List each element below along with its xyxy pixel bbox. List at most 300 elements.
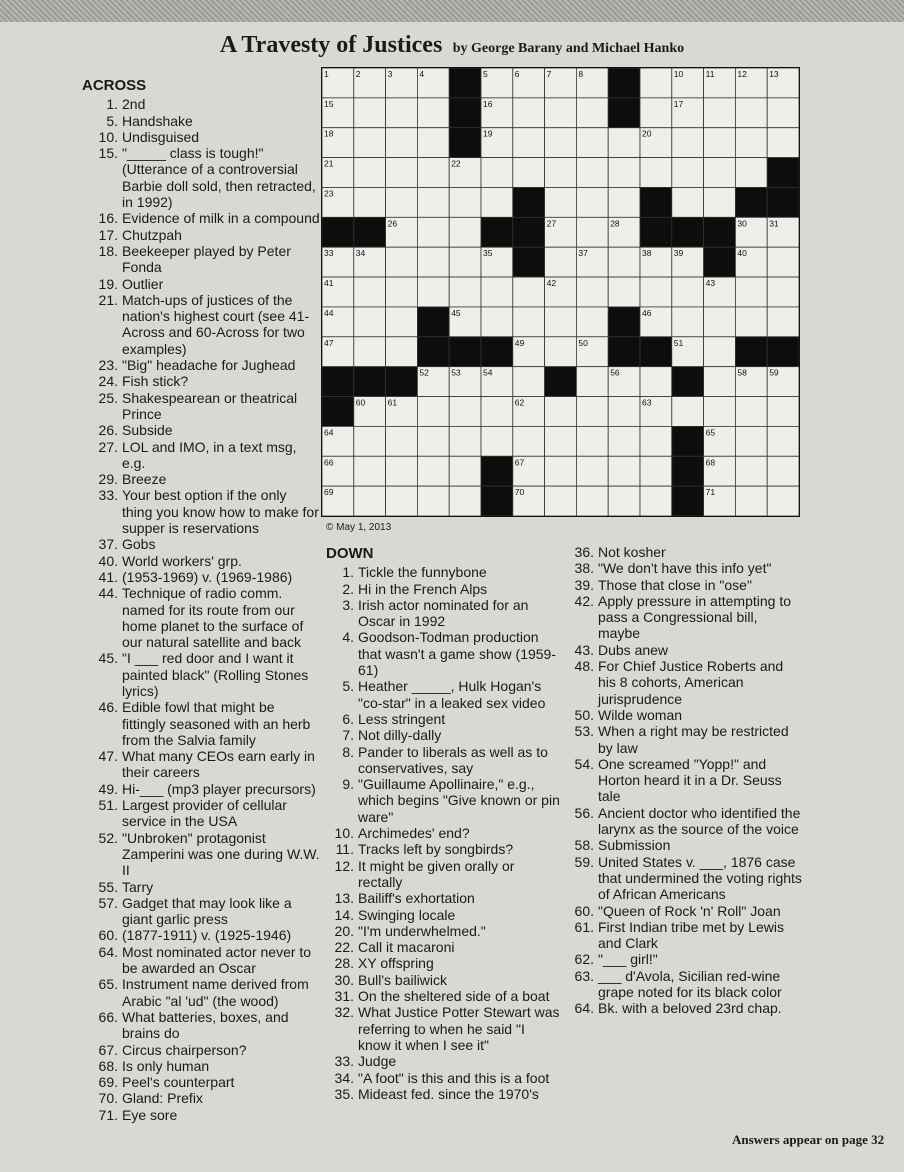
copyright-notice: © May 1, 2013 — [326, 522, 392, 533]
clue-item — [326, 727, 560, 743]
grid-cell[interactable] — [513, 426, 545, 456]
cell-number: 25 — [642, 188, 652, 199]
down-clues-column-2 — [566, 544, 802, 1017]
grid-cell[interactable] — [417, 247, 449, 277]
grid-cell[interactable] — [576, 187, 608, 217]
clue-text: United States v. ___, 1876 case that undermined the voting rights of African Americans — [598, 853, 802, 903]
grid-cell[interactable] — [545, 128, 577, 158]
grid-cell[interactable] — [449, 187, 481, 217]
clue-text: Hi in the French Alps — [358, 580, 488, 597]
clue-number: 13. — [334, 890, 354, 907]
clue-text: "We don't have this info yet" — [598, 560, 772, 577]
grid-cell[interactable] — [704, 187, 736, 217]
cell-number: 36 — [514, 248, 525, 259]
clue-text: Irish actor nominated for an Oscar in 1992 — [358, 596, 529, 630]
grid-cell[interactable] — [513, 158, 545, 188]
cell-number: 53 — [451, 367, 461, 378]
clue-number: 29. — [98, 471, 118, 488]
grid-cell[interactable] — [545, 397, 577, 427]
crossword-grid-svg[interactable] — [322, 68, 799, 516]
grid-cell[interactable] — [417, 158, 449, 188]
grid-cell[interactable] — [513, 128, 545, 158]
grid-cell[interactable] — [576, 98, 608, 128]
clue-text: Mideast fed. since the 1970's — [358, 1085, 539, 1102]
clue-number: 19. — [98, 275, 118, 292]
clue-number: 33. — [334, 1053, 354, 1070]
cell-number: 35 — [483, 248, 493, 259]
grid-cell[interactable] — [449, 217, 481, 247]
grid-cell[interactable] — [640, 426, 672, 456]
crossword-grid[interactable] — [321, 67, 800, 517]
grid-cell[interactable] — [449, 277, 481, 307]
across-clue-list — [82, 96, 320, 1123]
grid-cell[interactable] — [704, 158, 736, 188]
grid-cell[interactable] — [704, 397, 736, 427]
grid-cell[interactable] — [481, 277, 513, 307]
clue-number: 43. — [574, 641, 594, 658]
clue-item — [326, 711, 560, 727]
grid-cell[interactable] — [672, 277, 704, 307]
top-texture-bar — [0, 0, 904, 22]
grid-cell[interactable] — [449, 397, 481, 427]
clue-item — [326, 1070, 560, 1086]
clue-number: 62. — [574, 951, 594, 968]
cell-number: 8 — [578, 69, 584, 79]
cell-number: 30 — [737, 218, 747, 229]
grid-cell[interactable] — [417, 277, 449, 307]
grid-cell[interactable] — [608, 426, 640, 456]
grid-cell[interactable] — [672, 397, 704, 427]
grid-cell[interactable] — [417, 486, 449, 516]
clue-item — [566, 642, 802, 658]
clue-number: 35. — [334, 1085, 354, 1102]
grid-cell[interactable] — [386, 456, 418, 486]
clue-item — [566, 544, 802, 560]
grid-cell[interactable] — [417, 217, 449, 247]
grid-block — [322, 217, 354, 247]
clue-text: What batteries, boxes, and brains do — [122, 1008, 289, 1042]
grid-cell[interactable] — [640, 486, 672, 516]
clue-text: First Indian tribe met by Lewis and Clark — [598, 918, 784, 952]
grid-cell[interactable] — [449, 486, 481, 516]
grid-cell[interactable] — [386, 128, 418, 158]
grid-cell[interactable] — [386, 98, 418, 128]
grid-cell[interactable] — [386, 426, 418, 456]
grid-cell[interactable] — [354, 486, 386, 516]
clue-number: 24. — [98, 373, 118, 390]
clue-text: "Queen of Rock 'n' Roll" Joan — [598, 902, 781, 919]
clue-number: 60. — [98, 927, 118, 944]
clue-item — [326, 988, 560, 1004]
grid-cell[interactable] — [386, 158, 418, 188]
grid-cell[interactable] — [767, 456, 799, 486]
clue-item — [82, 797, 320, 830]
cell-number: 59 — [769, 367, 779, 378]
grid-cell[interactable] — [735, 277, 767, 307]
clue-item — [82, 96, 320, 112]
cell-number: 66 — [324, 457, 334, 468]
grid-cell[interactable] — [545, 247, 577, 277]
clue-text: Beekeeper played by Peter Fonda — [122, 242, 291, 276]
grid-cell[interactable] — [417, 397, 449, 427]
grid-cell[interactable] — [767, 397, 799, 427]
grid-cell[interactable] — [513, 367, 545, 397]
clue-item — [82, 1042, 320, 1058]
clue-text: Bull's bailiwick — [358, 971, 448, 988]
clue-item — [326, 841, 560, 857]
clue-text: Gland: Prefix — [122, 1090, 203, 1107]
grid-cell[interactable] — [672, 128, 704, 158]
grid-cell[interactable] — [449, 247, 481, 277]
grid-cell[interactable] — [386, 486, 418, 516]
clue-text: Is only human — [122, 1057, 210, 1074]
cell-number: 64 — [324, 427, 334, 438]
grid-cell[interactable] — [640, 456, 672, 486]
grid-cell[interactable] — [417, 426, 449, 456]
clue-number: 63. — [574, 967, 594, 984]
grid-cell[interactable] — [608, 187, 640, 217]
clue-number: 42. — [574, 592, 594, 609]
grid-cell[interactable] — [735, 397, 767, 427]
grid-block — [735, 337, 767, 367]
cell-number: 42 — [546, 278, 557, 289]
cell-number: 50 — [578, 337, 588, 348]
clue-text: Less stringent — [358, 710, 446, 727]
cell-number: 54 — [483, 367, 493, 378]
grid-cell[interactable] — [449, 426, 481, 456]
clue-item — [326, 629, 560, 678]
clue-number: 56. — [574, 804, 594, 821]
cell-number: 47 — [324, 337, 334, 348]
grid-cell[interactable] — [481, 187, 513, 217]
clue-number: 53. — [574, 723, 594, 740]
grid-block — [322, 397, 354, 427]
grid-cell[interactable] — [608, 486, 640, 516]
clue-number: 48. — [574, 658, 594, 675]
grid-cell[interactable] — [545, 456, 577, 486]
cell-number: 5 — [483, 69, 488, 79]
grid-cell[interactable] — [545, 307, 577, 337]
grid-cell[interactable] — [735, 486, 767, 516]
clue-text: Dubs anew — [598, 641, 669, 658]
clue-text: Instrument name derived from Arabic "al 'ud" (the wood) — [122, 976, 309, 1009]
grid-cell[interactable] — [481, 397, 513, 427]
grid-cell[interactable] — [354, 98, 386, 128]
clue-text: Not kosher — [598, 544, 666, 560]
clue-number: 55. — [98, 878, 118, 895]
grid-cell[interactable] — [735, 98, 767, 128]
grid-block — [354, 217, 386, 247]
grid-cell[interactable] — [704, 367, 736, 397]
cell-number: 56 — [610, 367, 620, 378]
clue-text: Outlier — [122, 275, 164, 292]
clue-number: 1. — [106, 96, 118, 113]
clue-text: "A foot" is this and this is a foot — [358, 1069, 550, 1086]
clue-item — [82, 536, 320, 552]
clue-text: It might be given orally or rectally — [358, 857, 515, 890]
grid-cell[interactable] — [417, 456, 449, 486]
clue-text: Apply pressure in attempting to pass a Congressional bill, maybe — [598, 592, 791, 642]
grid-cell[interactable] — [608, 397, 640, 427]
grid-cell[interactable] — [354, 307, 386, 337]
clue-text: XY offspring — [358, 955, 434, 972]
cell-number: 7 — [546, 69, 552, 79]
grid-cell[interactable] — [767, 98, 799, 128]
grid-block — [767, 337, 799, 367]
cell-number: 15 — [324, 98, 334, 109]
down-heading: DOWN — [326, 545, 374, 562]
grid-cell[interactable] — [672, 187, 704, 217]
grid-cell[interactable] — [354, 426, 386, 456]
grid-block — [608, 307, 640, 337]
clue-text: Your best option if the only thing you know how to make for supper is reservations — [122, 487, 319, 537]
down-clue-list-2 — [566, 544, 802, 1017]
puzzle-byline: by George Barany and Michael Hanko — [452, 41, 685, 56]
clue-number: 36. — [574, 544, 594, 560]
clue-number: 40. — [98, 552, 118, 569]
grid-cell[interactable] — [735, 128, 767, 158]
grid-cell[interactable] — [354, 277, 386, 307]
grid-cell[interactable] — [354, 128, 386, 158]
grid-cell[interactable] — [481, 158, 513, 188]
cell-number: 46 — [642, 307, 652, 318]
clue-text: Tickle the funnybone — [358, 564, 487, 581]
cell-number: 27 — [546, 218, 557, 229]
grid-cell[interactable] — [513, 307, 545, 337]
puzzle-title: A Travesty of Justices — [219, 32, 443, 58]
clue-number: 64. — [98, 943, 118, 960]
grid-cell[interactable] — [545, 187, 577, 217]
cell-number: 48 — [419, 337, 429, 348]
clue-item — [82, 748, 320, 781]
grid-cell[interactable] — [386, 187, 418, 217]
clue-text: Gadget that may look like a giant garlic press — [122, 894, 292, 928]
cell-number: 49 — [514, 337, 525, 348]
cell-number: 41 — [324, 278, 334, 289]
clue-item — [82, 487, 320, 536]
clue-item — [82, 1090, 320, 1106]
grid-block — [417, 307, 449, 337]
grid-cell[interactable] — [545, 426, 577, 456]
clue-number: 46. — [98, 699, 118, 716]
clue-text: World workers' grp. — [122, 552, 242, 569]
grid-cell[interactable] — [386, 277, 418, 307]
grid-cell[interactable] — [354, 187, 386, 217]
grid-cell[interactable] — [672, 307, 704, 337]
clue-text: Hi-___ (mp3 player precursors) — [122, 780, 316, 797]
grid-cell[interactable] — [767, 247, 799, 277]
clue-item — [566, 903, 802, 919]
grid-cell[interactable] — [735, 158, 767, 188]
grid-cell[interactable] — [608, 456, 640, 486]
clue-text: Tarry — [122, 878, 154, 895]
clue-number: 18. — [98, 242, 118, 259]
grid-cell[interactable] — [704, 337, 736, 367]
clue-text: Subside — [122, 422, 173, 439]
grid-cell[interactable] — [481, 426, 513, 456]
clue-item — [326, 939, 560, 955]
grid-cell[interactable] — [735, 426, 767, 456]
grid-cell[interactable] — [545, 337, 577, 367]
grid-cell[interactable] — [735, 307, 767, 337]
clue-text: (1953-1969) v. (1969-1986) — [122, 568, 293, 585]
clue-number: 47. — [98, 748, 118, 765]
grid-cell[interactable] — [576, 486, 608, 516]
clue-number: 59. — [574, 853, 594, 870]
clue-item — [82, 927, 320, 943]
cell-number: 31 — [769, 218, 779, 229]
clue-item — [82, 357, 320, 373]
clue-number: 71. — [98, 1106, 118, 1123]
clue-text: One screamed "Yopp!" and Horton heard it in a Dr. Seuss tale — [598, 755, 782, 805]
clue-item — [82, 1107, 320, 1123]
clue-text: Pander to liberals as well as to conservatives, say — [358, 743, 548, 776]
grid-cell[interactable] — [576, 307, 608, 337]
grid-cell[interactable] — [640, 277, 672, 307]
grid-cell[interactable] — [513, 98, 545, 128]
grid-cell[interactable] — [640, 68, 672, 98]
grid-cell[interactable] — [767, 486, 799, 516]
grid-cell[interactable] — [354, 337, 386, 367]
clue-text: Fish stick? — [122, 373, 189, 390]
cell-number: 19 — [483, 128, 493, 139]
grid-block — [386, 367, 418, 397]
grid-cell[interactable] — [640, 158, 672, 188]
grid-cell[interactable] — [576, 217, 608, 247]
clue-item — [566, 723, 802, 756]
grid-cell[interactable] — [672, 158, 704, 188]
clue-number: 14. — [334, 906, 354, 923]
clue-item — [82, 944, 320, 977]
cell-number: 29 — [705, 218, 716, 229]
grid-cell[interactable] — [576, 158, 608, 188]
grid-cell[interactable] — [704, 128, 736, 158]
clue-number: 5. — [342, 678, 354, 695]
cell-number: 69 — [324, 487, 334, 498]
clue-item — [566, 658, 802, 707]
grid-cell[interactable] — [576, 277, 608, 307]
grid-cell[interactable] — [354, 456, 386, 486]
cell-number: 33 — [324, 248, 334, 259]
clue-item — [566, 951, 802, 967]
clue-number: 44. — [98, 585, 118, 602]
grid-cell[interactable] — [576, 367, 608, 397]
clue-number: 57. — [98, 894, 118, 911]
clue-text: Shakespearean or theatrical Prince — [122, 389, 298, 422]
grid-cell[interactable] — [735, 456, 767, 486]
grid-cell[interactable] — [417, 187, 449, 217]
grid-cell[interactable] — [545, 158, 577, 188]
clue-number: 51. — [98, 797, 118, 814]
clue-item — [326, 955, 560, 971]
clue-item — [82, 276, 320, 292]
grid-cell[interactable] — [513, 277, 545, 307]
grid-cell[interactable] — [545, 98, 577, 128]
cell-number: 1 — [324, 69, 329, 79]
grid-cell[interactable] — [576, 128, 608, 158]
grid-cell[interactable] — [386, 307, 418, 337]
clue-item — [82, 650, 320, 699]
grid-cell[interactable] — [386, 337, 418, 367]
grid-block — [767, 187, 799, 217]
clue-text: Gobs — [122, 536, 156, 553]
grid-cell[interactable] — [576, 397, 608, 427]
clue-item — [566, 919, 802, 952]
grid-cell[interactable] — [608, 277, 640, 307]
clue-number: 70. — [98, 1090, 118, 1107]
clue-number: 5. — [106, 112, 118, 129]
clue-text: On the sheltered side of a boat — [358, 988, 550, 1005]
clue-item — [82, 422, 320, 438]
grid-cell[interactable] — [767, 426, 799, 456]
clue-item — [566, 1000, 802, 1016]
grid-cell[interactable] — [417, 128, 449, 158]
clue-number: 65. — [98, 976, 118, 993]
grid-cell[interactable] — [576, 426, 608, 456]
cell-number: 17 — [673, 98, 684, 109]
clue-text: Heather _____, Hulk Hogan's "co-star" in a leaked sex video — [358, 678, 546, 711]
clue-item — [82, 129, 320, 145]
clue-item — [82, 227, 320, 243]
clue-number: 50. — [574, 706, 594, 723]
clue-text: Goodson-Todman production that wasn't a game show (1959-61) — [358, 629, 557, 679]
grid-cell[interactable] — [767, 128, 799, 158]
grid-cell[interactable] — [386, 247, 418, 277]
cell-number: 45 — [451, 307, 461, 318]
clue-text: "_____ class is tough!" (Utterance of a controversial Barbie doll sold, then retracted, in 1992) — [122, 145, 316, 211]
grid-cell[interactable] — [704, 307, 736, 337]
cell-number: 16 — [483, 98, 493, 109]
clue-item — [326, 1086, 560, 1102]
clue-text: Peel's counterpart — [122, 1074, 235, 1091]
grid-block — [640, 217, 672, 247]
clue-text: Judge — [358, 1053, 397, 1070]
grid-cell[interactable] — [704, 98, 736, 128]
grid-cell[interactable] — [640, 367, 672, 397]
clue-item — [326, 678, 560, 711]
clue-number: 10. — [98, 128, 118, 145]
grid-cell[interactable] — [576, 456, 608, 486]
clue-number: 68. — [98, 1057, 118, 1074]
grid-cell[interactable] — [481, 307, 513, 337]
grid-cell[interactable] — [767, 307, 799, 337]
grid-cell[interactable] — [545, 486, 577, 516]
clue-item — [566, 560, 802, 576]
grid-cell[interactable] — [417, 98, 449, 128]
clue-text: Tracks left by songbirds? — [358, 841, 514, 858]
grid-cell[interactable] — [449, 456, 481, 486]
clue-number: 60. — [574, 902, 594, 919]
clue-number: 2. — [342, 580, 354, 597]
grid-cell[interactable] — [767, 277, 799, 307]
clue-text: Bailiff's exhortation — [358, 890, 475, 907]
grid-cell[interactable] — [608, 158, 640, 188]
grid-cell[interactable] — [608, 128, 640, 158]
cell-number: 43 — [705, 278, 716, 289]
clue-item — [566, 805, 802, 838]
cell-number: 70 — [514, 487, 525, 498]
clue-text: Submission — [598, 837, 671, 854]
cell-number: 10 — [673, 69, 684, 79]
grid-cell[interactable] — [354, 158, 386, 188]
clue-number: 38. — [574, 560, 594, 577]
across-clues — [82, 78, 320, 1123]
grid-cell[interactable] — [608, 247, 640, 277]
grid-cell[interactable] — [640, 98, 672, 128]
cell-number: 63 — [642, 397, 652, 408]
cell-number: 2 — [355, 69, 361, 79]
clue-item — [566, 707, 802, 723]
